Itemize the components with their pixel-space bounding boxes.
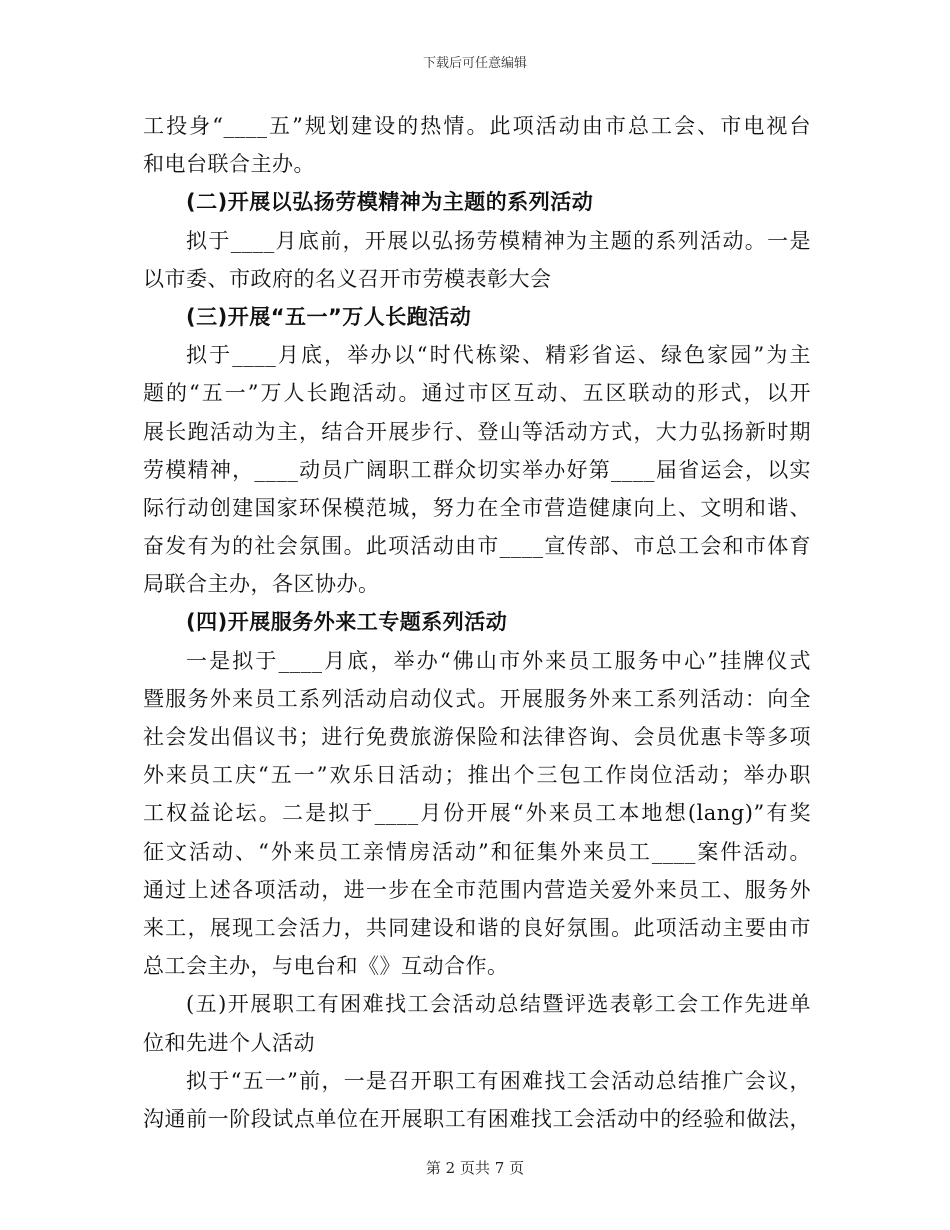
document-body (143, 107, 811, 1138)
page-header: 下载后可任意编辑 (422, 56, 527, 71)
page-number: 第 2 页共 7 页 (425, 1159, 525, 1177)
paragraph-line: 工权益论坛。二是拟于____月份开展“外来员工本地想(lang)”有奖 (143, 801, 811, 826)
paragraph-line: 局联合主办，各区协办。 (143, 572, 380, 597)
paragraph-line: (五)开展职工有困难找工会活动总结暨评选表彰工会工作先进单 (186, 992, 811, 1017)
paragraph-line: 拟于____月底前，开展以弘扬劳模精神为主题的系列活动。一是 (186, 228, 811, 253)
paragraph-line: 际行动创建国家环保模范城，努力在全市营造健康向上、文明和谐、 (143, 495, 811, 520)
paragraph-line: 展长跑活动为主，结合开展步行、登山等活动方式，大力弘扬新时期 (143, 419, 811, 444)
paragraph-line: 沟通前一阶段试点单位在开展职工有困难找工会活动中的经验和做法， (143, 1106, 811, 1131)
section-heading: (四)开展服务外来工专题系列活动 (186, 610, 508, 635)
paragraph-line: 来工，展现工会活力，共同建设和谐的良好氛围。此项活动主要由市 (143, 915, 811, 940)
paragraph-line: 劳模精神，____动员广阔职工群众切实举办好第____届省运会，以实 (143, 457, 811, 482)
paragraph-line: 暨服务外来员工系列活动启动仪式。开展服务外来工系列活动：向全 (143, 686, 811, 711)
paragraph-line: 拟于____月底，举办以“时代栋梁、精彩省运、绿色家园”为主 (186, 343, 811, 368)
section-heading: (二)开展以弘扬劳模精神为主题的系列活动 (186, 190, 594, 215)
paragraph-line: 一是拟于____月底，举办“佛山市外来员工服务中心”挂牌仪式 (186, 648, 811, 673)
paragraph-line: 奋发有为的社会氛围。此项活动由市____宣传部、市总工会和市体育 (143, 534, 811, 559)
paragraph-line: 以市委、市政府的名义召开市劳模表彰大会 (143, 266, 552, 291)
paragraph-line: 工投身“____五”规划建设的热情。此项活动由市总工会、市电视台 (143, 114, 811, 138)
paragraph-line: 位和先进个人活动 (143, 1030, 315, 1055)
paragraph-line: 通过上述各项活动，进一步在全市范围内营造关爱外来员工、服务外 (143, 877, 811, 902)
paragraph-line: 社会发出倡议书；进行免费旅游保险和法律咨询、会员优惠卡等多项 (143, 725, 811, 749)
paragraph-line: 和电台联合主办。 (143, 152, 315, 177)
section-heading: (三)开展“五一”万人长跑活动 (186, 304, 472, 329)
paragraph-line: 拟于“五一”前，一是召开职工有困难找工会活动总结推广会议， (186, 1068, 811, 1093)
paragraph-line: 征文活动、“外来员工亲情房活动”和征集外来员工____案件活动。 (143, 839, 811, 864)
paragraph-line: 外来员工庆“五一”欢乐日活动；推出个三包工作岗位活动；举办职 (143, 763, 811, 788)
paragraph-line: 题的“五一”万人长跑活动。通过市区互动、五区联动的形式，以开 (143, 381, 811, 406)
paragraph-line: 总工会主办，与电台和《》互动合作。 (143, 954, 509, 979)
